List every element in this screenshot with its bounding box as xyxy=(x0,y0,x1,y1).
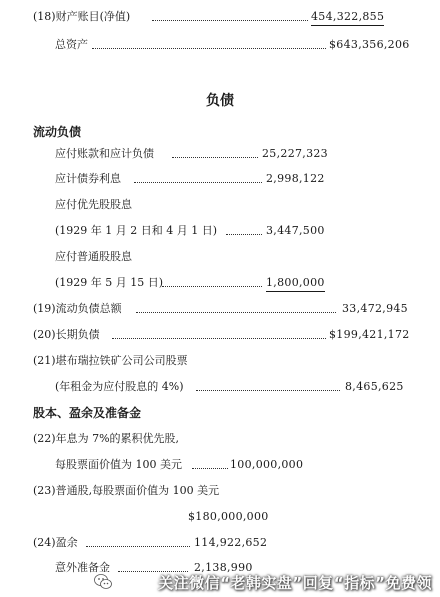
row21-value: 8,465,625 xyxy=(345,380,404,393)
total-assets-label: 总资产 xyxy=(55,38,88,51)
leader-dots xyxy=(86,546,190,547)
current-liabilities-heading: 流动负债 xyxy=(33,125,82,139)
row18-value: 454,322,855 xyxy=(311,10,384,26)
row21-note: (年租金为应付股息的 4%) xyxy=(55,380,184,393)
leader-dots xyxy=(112,338,326,339)
leader-dots xyxy=(192,468,228,469)
common-dividend-date: (1929 年 5 月 15 日) xyxy=(55,276,164,289)
row24-label: (24)盈余 xyxy=(33,536,78,549)
accounts-payable-value: 25,227,323 xyxy=(262,147,328,160)
row24-value: 114,922,652 xyxy=(194,536,268,549)
row20-label: (20)长期负债 xyxy=(33,328,100,341)
leader-dots xyxy=(134,182,262,183)
accounts-payable-label: 应付账款和应计负债 xyxy=(55,147,154,160)
common-dividend-label: 应付普通股股息 xyxy=(55,250,132,263)
preferred-dividend-value: 3,447,500 xyxy=(266,224,325,237)
wechat-icon xyxy=(94,573,112,591)
leader-dots xyxy=(226,234,262,235)
preferred-dividend-dates: (1929 年 1 月 2 日和 4 月 1 日) xyxy=(55,224,218,237)
bond-interest-value: 2,998,122 xyxy=(266,172,325,185)
common-dividend-value: 1,800,000 xyxy=(266,276,325,292)
leader-dots xyxy=(152,20,308,21)
equity-heading: 股本、盈余及准备金 xyxy=(33,406,142,420)
row23-label: (23)普通股,每股票面价值为 100 美元 xyxy=(33,484,220,497)
leader-dots xyxy=(136,312,336,313)
row19-value: 33,472,945 xyxy=(342,302,408,315)
row22-value: 100,000,000 xyxy=(230,458,304,471)
contingency-label: 意外准备金 xyxy=(55,561,110,574)
row22-sub: 每股票面价值为 100 美元 xyxy=(55,458,182,471)
row18-label: (18)财产账目(净值) xyxy=(33,10,131,23)
contingency-value: 2,138,990 xyxy=(194,561,253,574)
row23-value: $180,000,000 xyxy=(188,510,269,523)
total-assets-value: $643,356,206 xyxy=(329,38,410,51)
bond-interest-label: 应计债券利息 xyxy=(55,172,121,185)
leader-dots xyxy=(162,286,262,287)
row21-label: (21)堪布瑞拉铁矿公司公司股票 xyxy=(33,354,188,367)
leader-dots xyxy=(92,48,326,49)
preferred-dividend-label: 应付优先股股息 xyxy=(55,198,132,211)
watermark-text: 关注微信“老韩实盘”回复“指标”免费领 xyxy=(158,574,432,592)
row20-value: $199,421,172 xyxy=(329,328,410,341)
row19-label: (19)流动负债总额 xyxy=(33,302,122,315)
leader-dots xyxy=(172,157,258,158)
row22-label: (22)年息为 7%的累积优先股, xyxy=(33,432,180,445)
leader-dots xyxy=(196,390,340,391)
liabilities-heading: 负债 xyxy=(206,93,234,109)
